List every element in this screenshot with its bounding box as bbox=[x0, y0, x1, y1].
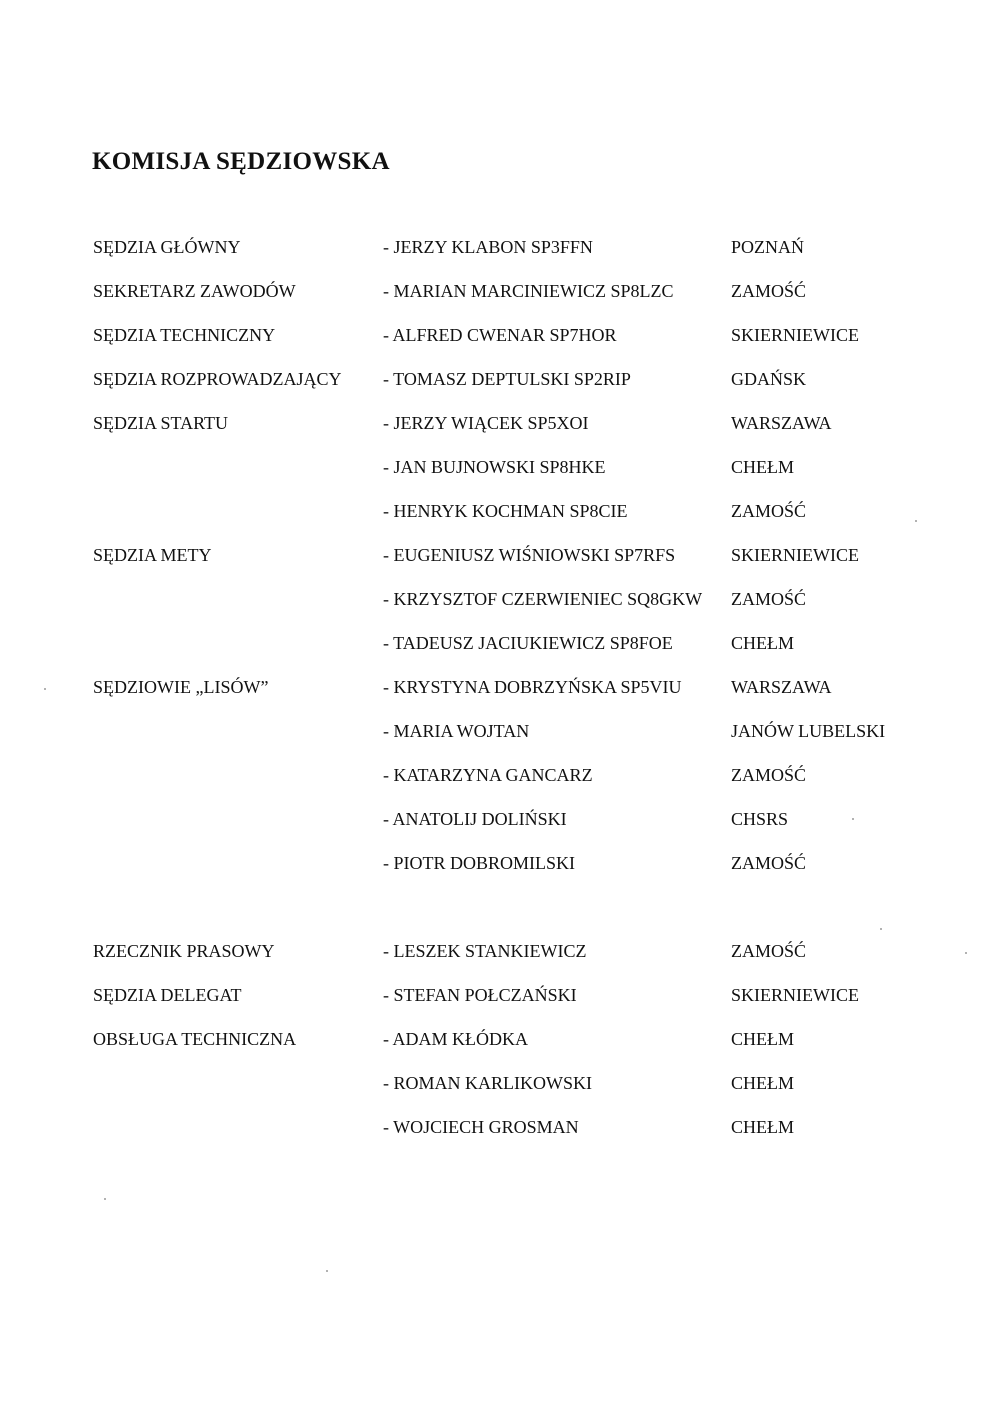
person-name: - ROMAN KARLIKOWSKI bbox=[383, 1073, 592, 1093]
table-row bbox=[0, 276, 1000, 306]
person-name: - LESZEK STANKIEWICZ bbox=[383, 941, 587, 961]
table-row bbox=[0, 848, 1000, 878]
person-name: - TADEUSZ JACIUKIEWICZ SP8FOE bbox=[383, 633, 673, 653]
person-name: - ALFRED CWENAR SP7HOR bbox=[383, 325, 617, 345]
table-row bbox=[0, 1112, 1000, 1142]
person-name: - ADAM KŁÓDKA bbox=[383, 1029, 528, 1049]
table-row bbox=[0, 628, 1000, 658]
city-name: CHEŁM bbox=[731, 1117, 794, 1137]
city-name: ZAMOŚĆ bbox=[731, 941, 807, 961]
person-name: - MARIAN MARCINIEWICZ SP8LZC bbox=[383, 281, 674, 301]
role-label: SĘDZIOWIE „LISÓW” bbox=[93, 677, 269, 697]
table-row bbox=[0, 760, 1000, 790]
scan-speck bbox=[104, 1198, 106, 1200]
city-name: JANÓW LUBELSKI bbox=[731, 721, 886, 741]
role-label: OBSŁUGA TECHNICZNA bbox=[93, 1029, 297, 1049]
table-row bbox=[0, 452, 1000, 482]
person-name: - WOJCIECH GROSMAN bbox=[383, 1117, 579, 1137]
city-name: CHEŁM bbox=[731, 633, 794, 653]
role-label: SĘDZIA METY bbox=[93, 545, 212, 565]
city-name: CHEŁM bbox=[731, 1073, 794, 1093]
city-name: ZAMOŚĆ bbox=[731, 589, 807, 609]
city-name: SKIERNIEWICE bbox=[731, 985, 859, 1005]
role-label: SĘDZIA TECHNICZNY bbox=[93, 325, 276, 345]
scan-speck bbox=[852, 818, 854, 820]
person-name: - HENRYK KOCHMAN SP8CIE bbox=[383, 501, 628, 521]
table-row bbox=[0, 364, 1000, 394]
person-name: - MARIA WOJTAN bbox=[383, 721, 530, 741]
table-row bbox=[0, 320, 1000, 350]
city-name: WARSZAWA bbox=[731, 677, 832, 697]
person-name: - ANATOLIJ DOLIŃSKI bbox=[383, 809, 567, 829]
table-row bbox=[0, 496, 1000, 526]
person-name: - JERZY KLABON SP3FFN bbox=[383, 237, 593, 257]
person-name: - EUGENIUSZ WIŚNIOWSKI SP7RFS bbox=[383, 545, 676, 565]
table-row bbox=[0, 1068, 1000, 1098]
table-row bbox=[0, 1024, 1000, 1054]
role-label: RZECZNIK PRASOWY bbox=[93, 941, 275, 961]
table-row bbox=[0, 980, 1000, 1010]
table-row bbox=[0, 716, 1000, 746]
page-title: KOMISJA SĘDZIOWSKA bbox=[92, 148, 390, 175]
table-row bbox=[0, 936, 1000, 966]
person-name: - KRZYSZTOF CZERWIENIEC SQ8GKW bbox=[383, 589, 703, 609]
city-name: CHSRS bbox=[731, 809, 789, 829]
role-label: SĘDZIA ROZPROWADZAJĄCY bbox=[93, 369, 342, 389]
city-name: WARSZAWA bbox=[731, 413, 832, 433]
role-label: SĘDZIA STARTU bbox=[93, 413, 228, 433]
person-name: - PIOTR DOBROMILSKI bbox=[383, 853, 576, 873]
table-row bbox=[0, 804, 1000, 834]
table-row bbox=[0, 232, 1000, 262]
scan-speck bbox=[915, 520, 917, 522]
role-label: SEKRETARZ ZAWODÓW bbox=[93, 281, 296, 301]
person-name: - KATARZYNA GANCARZ bbox=[383, 765, 593, 785]
role-label: SĘDZIA DELEGAT bbox=[93, 985, 242, 1005]
table-row bbox=[0, 672, 1000, 702]
city-name: ZAMOŚĆ bbox=[731, 765, 807, 785]
city-name: ZAMOŚĆ bbox=[731, 501, 807, 521]
table-row bbox=[0, 540, 1000, 570]
city-name: ZAMOŚĆ bbox=[731, 853, 807, 873]
person-name: - JAN BUJNOWSKI SP8HKE bbox=[383, 457, 606, 477]
person-name: - KRYSTYNA DOBRZYŃSKA SP5VIU bbox=[383, 677, 682, 697]
table-row bbox=[0, 584, 1000, 614]
city-name: GDAŃSK bbox=[731, 369, 807, 389]
person-name: - STEFAN POŁCZAŃSKI bbox=[383, 985, 577, 1005]
person-name: - TOMASZ DEPTULSKI SP2RIP bbox=[383, 369, 631, 389]
scan-speck bbox=[326, 1270, 328, 1272]
city-name: POZNAŃ bbox=[731, 237, 805, 257]
city-name: ZAMOŚĆ bbox=[731, 281, 807, 301]
city-name: SKIERNIEWICE bbox=[731, 545, 859, 565]
table-row bbox=[0, 408, 1000, 438]
role-label: SĘDZIA GŁÓWNY bbox=[93, 237, 241, 257]
scan-speck bbox=[965, 952, 967, 954]
city-name: SKIERNIEWICE bbox=[731, 325, 859, 345]
city-name: CHEŁM bbox=[731, 1029, 794, 1049]
scan-speck bbox=[44, 688, 46, 690]
scan-speck bbox=[880, 928, 882, 930]
city-name: CHEŁM bbox=[731, 457, 794, 477]
person-name: - JERZY WIĄCEK SP5XOI bbox=[383, 413, 589, 433]
